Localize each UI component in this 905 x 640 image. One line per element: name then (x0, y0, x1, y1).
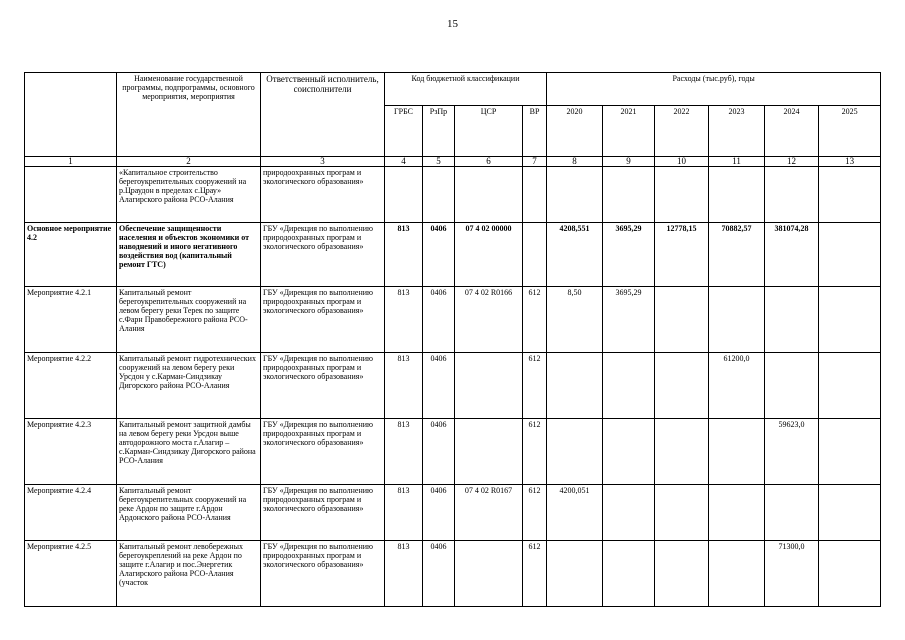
row-value-2025 (819, 223, 881, 287)
column-numbers-row (25, 157, 881, 167)
row-csr (455, 419, 523, 485)
row-name: Капитальный ремонт гидротехнических сооружений на левом берегу реки Урсдон у с.Карман-Синдзикау Дигорского района РСО-Алания (117, 353, 261, 419)
row-name: Капитальный ремонт берегоукрепительных сооружений на левом берегу реки Терек по защите с.Фарн Правобережного района РСО-Алания (117, 287, 261, 353)
row-executor: ГБУ «Дирекция по выполнению природоохранных програм и экологического образования» (261, 419, 385, 485)
row-executor: ГБУ «Дирекция по выполнению природоохранных програм и экологического образования» (261, 541, 385, 607)
row-value-2023 (709, 419, 765, 485)
row-value-2020 (547, 541, 603, 607)
row-value-2025 (819, 353, 881, 419)
row-rzpr: 0406 (423, 419, 455, 485)
row-value-2024: 59623,0 (765, 419, 819, 485)
row-label: Мероприятие 4.2.3 (25, 419, 117, 485)
row-grbs: 813 (385, 223, 423, 287)
row-csr (455, 541, 523, 607)
row-executor: ГБУ «Дирекция по выполнению природоохранных програм и экологического образования» (261, 485, 385, 541)
row-rzpr: 0406 (423, 353, 455, 419)
row-value-2024 (765, 287, 819, 353)
row-csr (455, 167, 523, 223)
row-grbs: 813 (385, 541, 423, 607)
row-value-2022 (655, 287, 709, 353)
row-csr (455, 353, 523, 419)
table-row (25, 419, 881, 485)
row-value-2024: 381074,28 (765, 223, 819, 287)
column-number: 3 (261, 157, 385, 167)
header-year-2020: 2020 (547, 106, 603, 157)
row-value-2020 (547, 167, 603, 223)
row-value-2025 (819, 541, 881, 607)
page-number: 15 (447, 18, 458, 30)
column-number: 11 (709, 157, 765, 167)
table-row (25, 541, 881, 607)
column-number: 13 (819, 157, 881, 167)
row-vr: 612 (523, 353, 547, 419)
row-vr: 612 (523, 485, 547, 541)
row-grbs (385, 167, 423, 223)
row-rzpr (423, 167, 455, 223)
row-value-2022 (655, 485, 709, 541)
column-number: 5 (423, 157, 455, 167)
row-value-2025 (819, 287, 881, 353)
table-row (25, 223, 881, 287)
row-vr: 612 (523, 541, 547, 607)
row-label: Мероприятие 4.2.1 (25, 287, 117, 353)
header-year-2021: 2021 (603, 106, 655, 157)
row-value-2022 (655, 541, 709, 607)
row-name: Капитальный ремонт берегоукрепительных сооружений на реке Ардон по защите г.Ардон Ардонского района РСО-Алания (117, 485, 261, 541)
row-value-2024: 71300,0 (765, 541, 819, 607)
row-value-2023 (709, 287, 765, 353)
row-vr: 612 (523, 419, 547, 485)
table-body (25, 167, 881, 607)
row-value-2023: 70882,57 (709, 223, 765, 287)
row-csr: 07 4 02 R0167 (455, 485, 523, 541)
column-number: 9 (603, 157, 655, 167)
header-name: Наименование государственной программы, подпрограммы, основного мероприятия, мероприятия (117, 73, 261, 157)
row-value-2020 (547, 353, 603, 419)
header-year-2025: 2025 (819, 106, 881, 157)
row-label: Мероприятие 4.2.2 (25, 353, 117, 419)
row-value-2022: 12778,15 (655, 223, 709, 287)
row-executor: ГБУ «Дирекция по выполнению природоохранных програм и экологического образования» (261, 223, 385, 287)
row-label (25, 167, 117, 223)
row-executor: ГБУ «Дирекция по выполнению природоохранных програм и экологического образования» (261, 287, 385, 353)
row-value-2020: 4208,551 (547, 223, 603, 287)
column-number: 8 (547, 157, 603, 167)
row-rzpr: 0406 (423, 287, 455, 353)
row-executor: природоохранных програм и экологического образования» (261, 167, 385, 223)
column-number: 4 (385, 157, 423, 167)
row-vr (523, 167, 547, 223)
row-value-2021 (603, 419, 655, 485)
row-rzpr: 0406 (423, 485, 455, 541)
header-code-group: Код бюджетной классификации (385, 73, 547, 106)
row-csr: 07 4 02 R0166 (455, 287, 523, 353)
table-row (25, 287, 881, 353)
header-row-1 (25, 73, 881, 106)
table-row (25, 353, 881, 419)
row-label: Основное мероприятие 4.2 (25, 223, 117, 287)
row-value-2022 (655, 353, 709, 419)
table-row (25, 485, 881, 541)
row-value-2022 (655, 419, 709, 485)
budget-table (24, 72, 881, 607)
column-number: 2 (117, 157, 261, 167)
row-rzpr: 0406 (423, 541, 455, 607)
row-value-2023: 61200,0 (709, 353, 765, 419)
header-year-2023: 2023 (709, 106, 765, 157)
row-value-2024 (765, 485, 819, 541)
header-csr: ЦСР (455, 106, 523, 157)
header-rzpr: РзПр (423, 106, 455, 157)
row-grbs: 813 (385, 485, 423, 541)
row-csr: 07 4 02 00000 (455, 223, 523, 287)
row-value-2020: 8,50 (547, 287, 603, 353)
header-year-2024: 2024 (765, 106, 819, 157)
column-number: 6 (455, 157, 523, 167)
header-executor: Ответственный исполнитель, соисполнители (261, 73, 385, 157)
table-row (25, 167, 881, 223)
column-number: 10 (655, 157, 709, 167)
row-value-2021 (603, 167, 655, 223)
row-grbs: 813 (385, 353, 423, 419)
row-value-2020 (547, 419, 603, 485)
row-grbs: 813 (385, 419, 423, 485)
row-label: Мероприятие 4.2.4 (25, 485, 117, 541)
row-name: Капитальный ремонт защитной дамбы на левом берегу реки Урсдон выше автодорожного моста г.Алагир –с.Карман-Синдзикау Дигорского района РСО-Алания (117, 419, 261, 485)
row-value-2023 (709, 167, 765, 223)
row-value-2023 (709, 541, 765, 607)
column-number: 12 (765, 157, 819, 167)
row-value-2024 (765, 353, 819, 419)
row-value-2022 (655, 167, 709, 223)
row-value-2021 (603, 541, 655, 607)
row-label: Мероприятие 4.2.5 (25, 541, 117, 607)
header-year-2022: 2022 (655, 106, 709, 157)
row-value-2021 (603, 485, 655, 541)
header-label-cell (25, 73, 117, 157)
row-executor: ГБУ «Дирекция по выполнению природоохранных програм и экологического образования» (261, 353, 385, 419)
row-value-2023 (709, 485, 765, 541)
row-rzpr: 0406 (423, 223, 455, 287)
row-name: Капитальный ремонт левобережных берегоукреплений на реке Ардон по защите г.Алагир и пос.Энергетик Алагирского района РСО-Алания (участок (117, 541, 261, 607)
header-vr: ВР (523, 106, 547, 157)
column-number: 7 (523, 157, 547, 167)
row-name: «Капитальное строительство берегоукрепительных сооружений на р.Цраудон в пределах с.Црау» Алагирского района РСО-Алания (117, 167, 261, 223)
row-value-2021: 3695,29 (603, 223, 655, 287)
row-value-2025 (819, 485, 881, 541)
row-value-2020: 4200,051 (547, 485, 603, 541)
row-value-2025 (819, 167, 881, 223)
row-grbs: 813 (385, 287, 423, 353)
header-expense-group: Расходы (тыс.руб), годы (547, 73, 881, 106)
column-number: 1 (25, 157, 117, 167)
row-vr (523, 223, 547, 287)
row-value-2021 (603, 353, 655, 419)
row-name: Обеспечение защищенности населения и объектов экономики от наводнений и иного негативного воздействия вод (капитальный ремонт ГТС) (117, 223, 261, 287)
row-vr: 612 (523, 287, 547, 353)
row-value-2024 (765, 167, 819, 223)
row-value-2021: 3695,29 (603, 287, 655, 353)
row-value-2025 (819, 419, 881, 485)
header-grbs: ГРБС (385, 106, 423, 157)
